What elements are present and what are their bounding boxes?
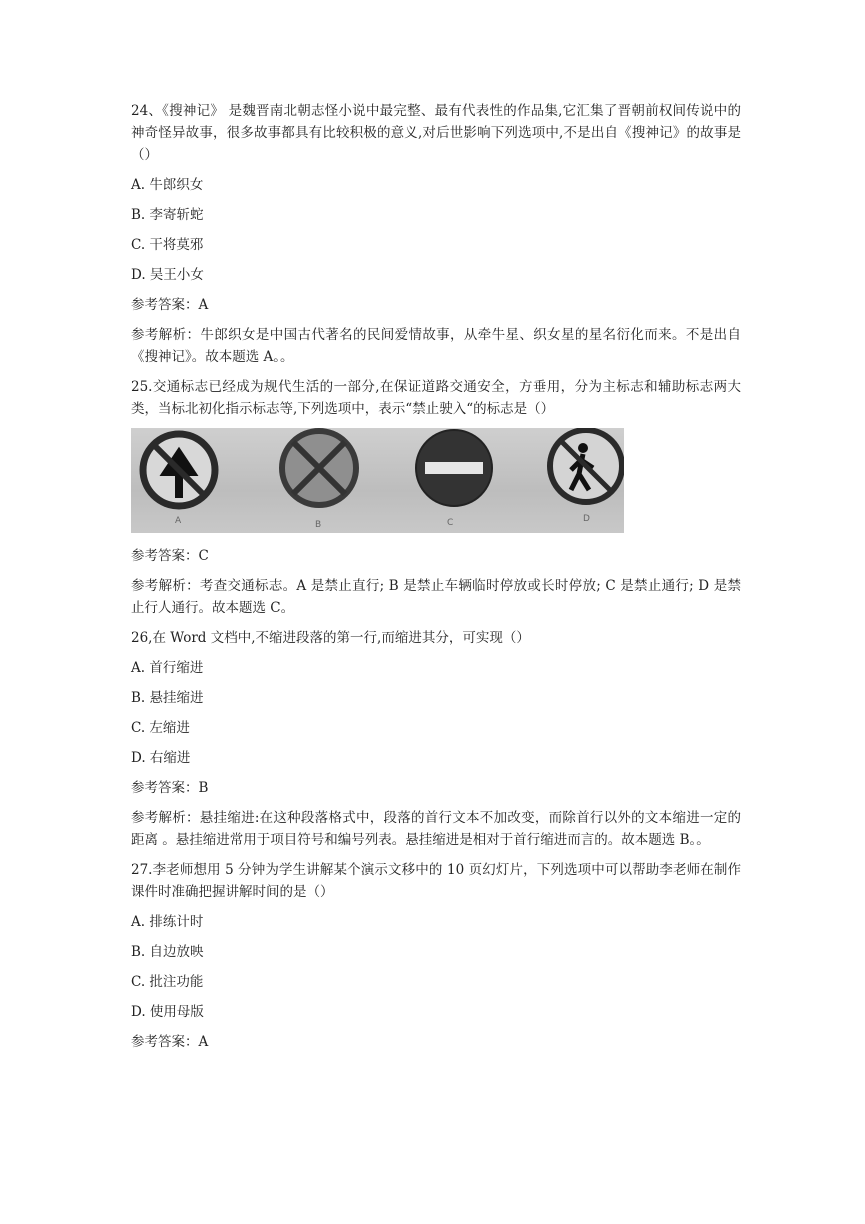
q24-option-b: B. 李寄斩蛇 (131, 207, 204, 223)
q24-answer: 参考答案：A (131, 297, 209, 313)
sign-label-d: D (583, 514, 590, 524)
q24-analysis: 参考解析：牛郎织女是中国古代著名的民间爱情故事，从牵牛星、织女星的星名衍化而来。不是出自《搜神记》。故本题选 A。。 (131, 327, 741, 365)
no-parking-sign-icon (282, 431, 356, 505)
no-entry-sign-icon (416, 430, 492, 506)
question-25-stem: 25.交通标志已经成为规代生活的一部分,在保证道路交通安全，方垂用，分为主标志和辅助标志两大类，当标北初化指示标志等,下列选项中，表示“禁止驶入“的标志是（） (131, 379, 741, 417)
q24-option-d: D. 吴王小女 (131, 267, 204, 283)
q25-analysis: 参考解析：考查交通标志。A 是禁止直行; B 是禁止车辆临时停放或长时停放; C 是禁止通行; D 是禁止行人通行。故本题选 C。 (131, 578, 741, 616)
question-26-stem: 26,在 Word 文档中,不缩进段落的第一行,而缩进其分，可实现（） (131, 630, 530, 646)
q24-option-c: C. 干将莫邪 (131, 237, 204, 253)
q26-analysis: 参考解析：悬挂缩进:在这种段落格式中，段落的首行文本不加改变，而除首行以外的文本缩进一定的距离 。悬挂缩进常用于项目符号和编号列表。悬挂缩进是相对于首行缩进而言的。故本题选 B。。 (131, 810, 741, 848)
q25-answer: 参考答案：C (131, 548, 209, 564)
sign-label-c: C (447, 518, 454, 528)
sign-label-a: A (175, 516, 182, 526)
q26-option-b: B. 悬挂缩进 (131, 690, 204, 706)
no-pedestrians-sign-icon (550, 430, 622, 502)
document-page (131, 100, 741, 1061)
sign-label-b: B (315, 520, 322, 530)
q26-option-d: D. 右缩进 (131, 750, 191, 766)
q27-option-d: D. 使用母版 (131, 1004, 204, 1020)
question-24-stem: 24、《搜神记》 是魏晋南北朝志怪小说中最完整、最有代表性的作品集,它汇集了晋朝前权间传说中的神奇怪异故事，很多故事都具有比较积极的意义,对后世影响下列选项中,不是出自《搜神记》的故事是（） (131, 103, 741, 163)
q24-option-a: A. 牛郎织女 (131, 177, 204, 193)
q27-answer: 参考答案：A (131, 1034, 209, 1050)
q27-option-a: A. 排练计时 (131, 914, 204, 930)
q27-option-c: C. 批注功能 (131, 974, 204, 990)
q26-option-a: A. 首行缩进 (131, 660, 204, 676)
no-straight-ahead-sign-icon (143, 434, 215, 506)
q26-answer: 参考答案：B (131, 780, 209, 796)
q26-option-c: C. 左缩进 (131, 720, 190, 736)
traffic-signs-image (131, 428, 624, 533)
q27-option-b: B. 自边放映 (131, 944, 204, 960)
question-27-stem: 27.李老师想用 5 分钟为学生讲解某个演示文移中的 10 页幻灯片，下列选项中可以帮助李老师在制作课件时准确把握讲解时间的是（） (131, 862, 741, 900)
